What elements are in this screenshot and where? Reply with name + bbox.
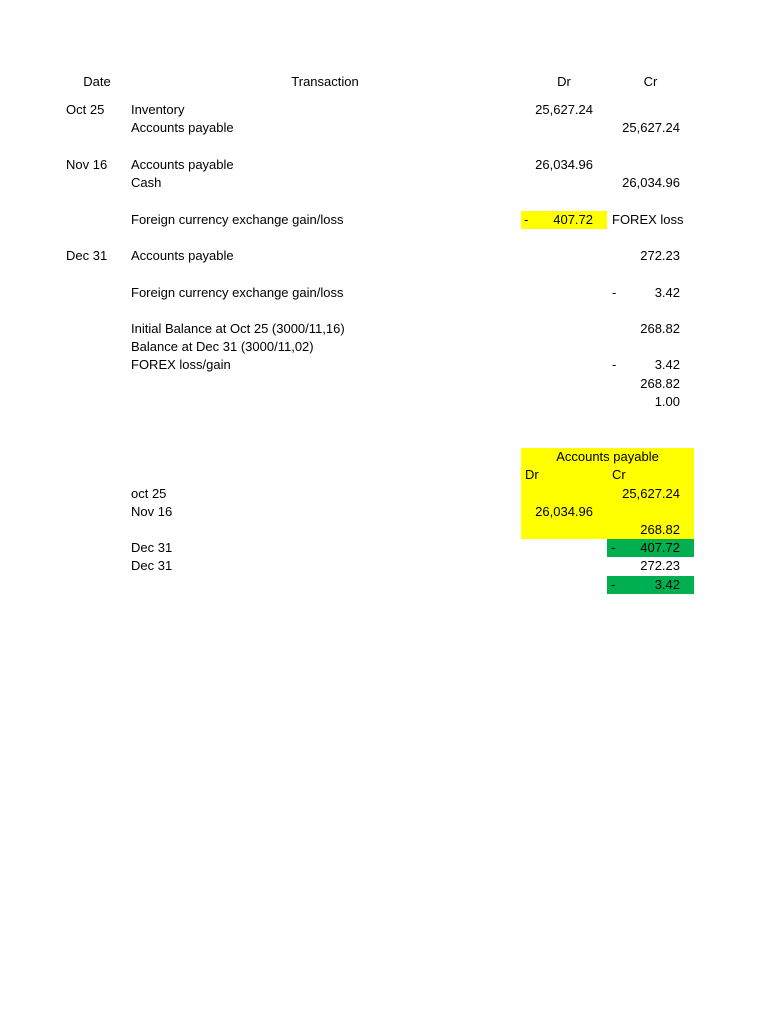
- row-description: Accounts payable: [131, 157, 234, 172]
- row-description: Foreign currency exchange gain/loss: [131, 285, 344, 300]
- row-date: Oct 25: [66, 102, 105, 117]
- row-description: Accounts payable: [131, 120, 234, 135]
- row-description: Accounts payable: [131, 248, 234, 263]
- header-date: Date: [83, 74, 111, 89]
- t-account-cr-value: 25,627.24: [622, 486, 680, 501]
- t-account-cr-value: 407.72: [640, 540, 680, 555]
- row-dr-value: 25,627.24: [535, 102, 593, 117]
- row-cr-value: 268.82: [640, 321, 680, 336]
- row-cr-sign: -: [612, 357, 617, 372]
- row-date: Dec 31: [66, 248, 108, 263]
- t-account-row-label: Nov 16: [131, 504, 173, 519]
- row-description: Initial Balance at Oct 25 (3000/11,16): [131, 321, 345, 336]
- t-account-dr-value: 26,034.96: [535, 504, 593, 519]
- row-cr-value: 3.42: [654, 285, 680, 300]
- row-cr-value: 3.42: [654, 357, 680, 372]
- header-dr: Dr: [557, 74, 571, 89]
- t-account-cr-value: 272.23: [640, 558, 680, 573]
- row-description: Balance at Dec 31 (3000/11,02): [131, 339, 314, 354]
- t-account-dr-header: Dr: [525, 467, 539, 482]
- row-cr-value: 25,627.24: [622, 120, 680, 135]
- t-account-cr-sign: -: [611, 577, 616, 592]
- row-cr-value: 272.23: [640, 248, 680, 263]
- t-account-cr-value: 3.42: [654, 577, 680, 592]
- row-description: Cash: [131, 175, 162, 190]
- row-cr-sign: -: [612, 285, 617, 300]
- row-description: Foreign currency exchange gain/loss: [131, 212, 344, 227]
- t-account-row-label: oct 25: [131, 486, 167, 501]
- row-dr-sign: -: [524, 212, 529, 227]
- t-account-row-label: Dec 31: [131, 540, 173, 555]
- row-cr-value: 268.82: [640, 376, 680, 391]
- row-note: FOREX loss: [612, 212, 684, 227]
- row-date: Nov 16: [66, 157, 108, 172]
- t-account-cr-header: Cr: [612, 467, 626, 482]
- header-transaction: Transaction: [291, 74, 359, 89]
- t-account-title: Accounts payable: [556, 449, 659, 464]
- t-account-row-label: Dec 31: [131, 558, 173, 573]
- header-cr: Cr: [643, 74, 658, 89]
- row-cr-value: 26,034.96: [622, 175, 680, 190]
- t-account-cr-sign: -: [611, 540, 616, 555]
- row-description: FOREX loss/gain: [131, 357, 231, 372]
- row-cr-value: 1.00: [654, 394, 680, 409]
- row-dr-value: 26,034.96: [535, 157, 593, 172]
- row-description: Inventory: [131, 102, 185, 117]
- row-dr-value: 407.72: [553, 212, 593, 227]
- t-account-cr-value: 268.82: [640, 522, 680, 537]
